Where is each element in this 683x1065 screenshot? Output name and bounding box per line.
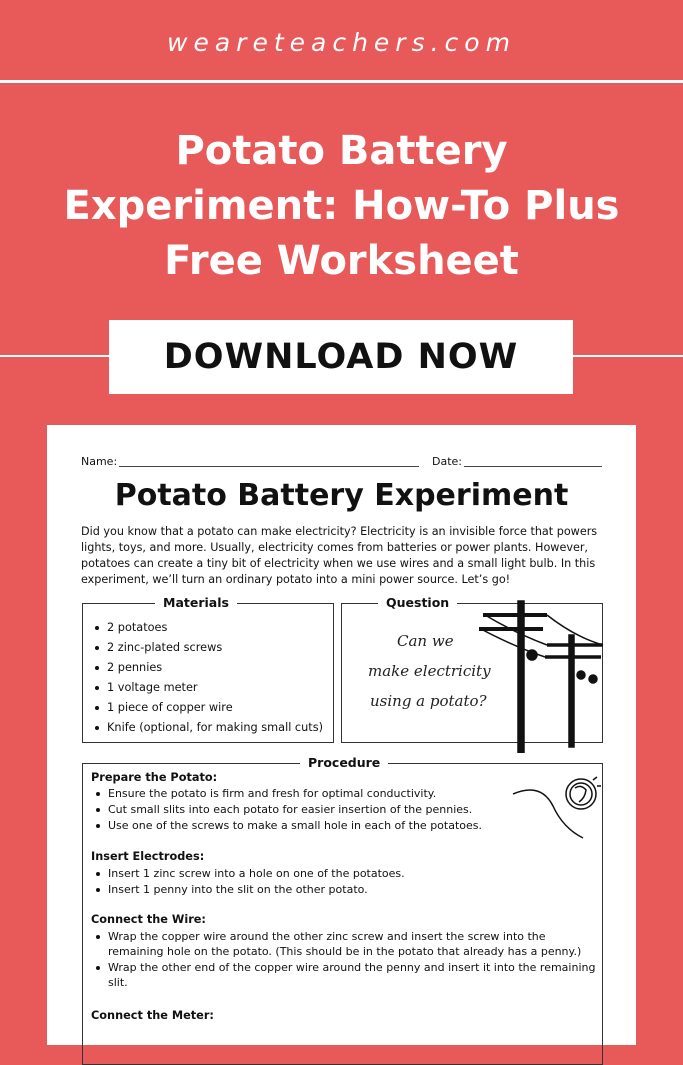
- procedure-title: Procedure: [300, 755, 388, 770]
- penny-wire-illustration: [511, 776, 601, 856]
- procedure-steps-electrodes: [91, 866, 596, 898]
- list-item: Cut small slits into each potato for easier insertion of the pennies.: [91, 802, 596, 817]
- procedure-heading-meter: Connect the Meter:: [91, 1009, 214, 1022]
- headline-line-2: Experiment: How-To Plus: [63, 183, 620, 229]
- power-lines-illustration: [475, 593, 605, 753]
- headline-line-1: Potato Battery: [175, 128, 508, 174]
- list-item: Insert 1 penny into the slit on the other potato.: [91, 882, 596, 897]
- list-item: 1 piece of copper wire: [83, 698, 323, 718]
- procedure-steps-wire: [91, 929, 596, 991]
- list-item: Wrap the other end of the copper wire around the penny and insert it into the remaining slit.: [91, 960, 596, 990]
- cta-divider-left: [0, 355, 109, 357]
- page-headline: [20, 124, 663, 289]
- cta-divider-right: [573, 355, 683, 357]
- list-item: Use one of the screws to make a small hole in each of the potatoes.: [91, 818, 596, 833]
- procedure-heading-wire: Connect the Wire:: [91, 913, 206, 926]
- list-item: 2 potatoes: [83, 618, 323, 638]
- materials-list: [83, 618, 323, 738]
- list-item: Ensure the potato is firm and fresh for optimal conductivity.: [91, 786, 596, 801]
- question-line-2: make electricity: [368, 662, 491, 680]
- worksheet-preview[interactable]: [47, 425, 636, 1045]
- brand-wordmark: weareteachers.com: [167, 28, 516, 57]
- list-item: 2 zinc-plated screws: [83, 638, 323, 658]
- header-divider: [0, 80, 683, 83]
- procedure-heading-electrodes: Insert Electrodes:: [91, 850, 205, 863]
- procedure-heading-prepare: Prepare the Potato:: [91, 771, 218, 784]
- materials-box: [82, 595, 334, 743]
- headline-line-3: Free Worksheet: [164, 238, 519, 284]
- name-label: Name:: [81, 455, 118, 468]
- date-field-line: [464, 466, 602, 467]
- question-title: Question: [378, 595, 457, 610]
- download-now-button[interactable]: DOWNLOAD NOW: [109, 320, 573, 394]
- list-item: Insert 1 zinc screw into a hole on one of the potatoes.: [91, 866, 596, 881]
- date-label: Date:: [432, 455, 462, 468]
- question-line-3: using a potato?: [370, 692, 487, 710]
- worksheet-intro: Did you know that a potato can make electricity? Electricity is an invisible force that powers lights, toys, and more. Usually, electricity comes from batteries or power plants. However, potatoes can create a tiny bit of electricity when we use wires and a small light bulb. In this experiment, we’ll turn an ordinary potato into a mini power source. Let’s go!: [81, 525, 598, 586]
- list-item: 2 pennies: [83, 658, 323, 678]
- materials-title: Materials: [155, 595, 237, 610]
- procedure-box: [82, 755, 603, 1065]
- worksheet-title: Potato Battery Experiment: [114, 478, 569, 513]
- list-item: Wrap the copper wire around the other zinc screw and insert the screw into the remaining hole on the potato. (This should be in the potato that already has a penny.): [91, 929, 596, 959]
- list-item: 1 voltage meter: [83, 678, 323, 698]
- list-item: Knife (optional, for making small cuts): [83, 718, 323, 738]
- question-line-1: Can we: [397, 632, 454, 650]
- name-field-line: [119, 466, 419, 467]
